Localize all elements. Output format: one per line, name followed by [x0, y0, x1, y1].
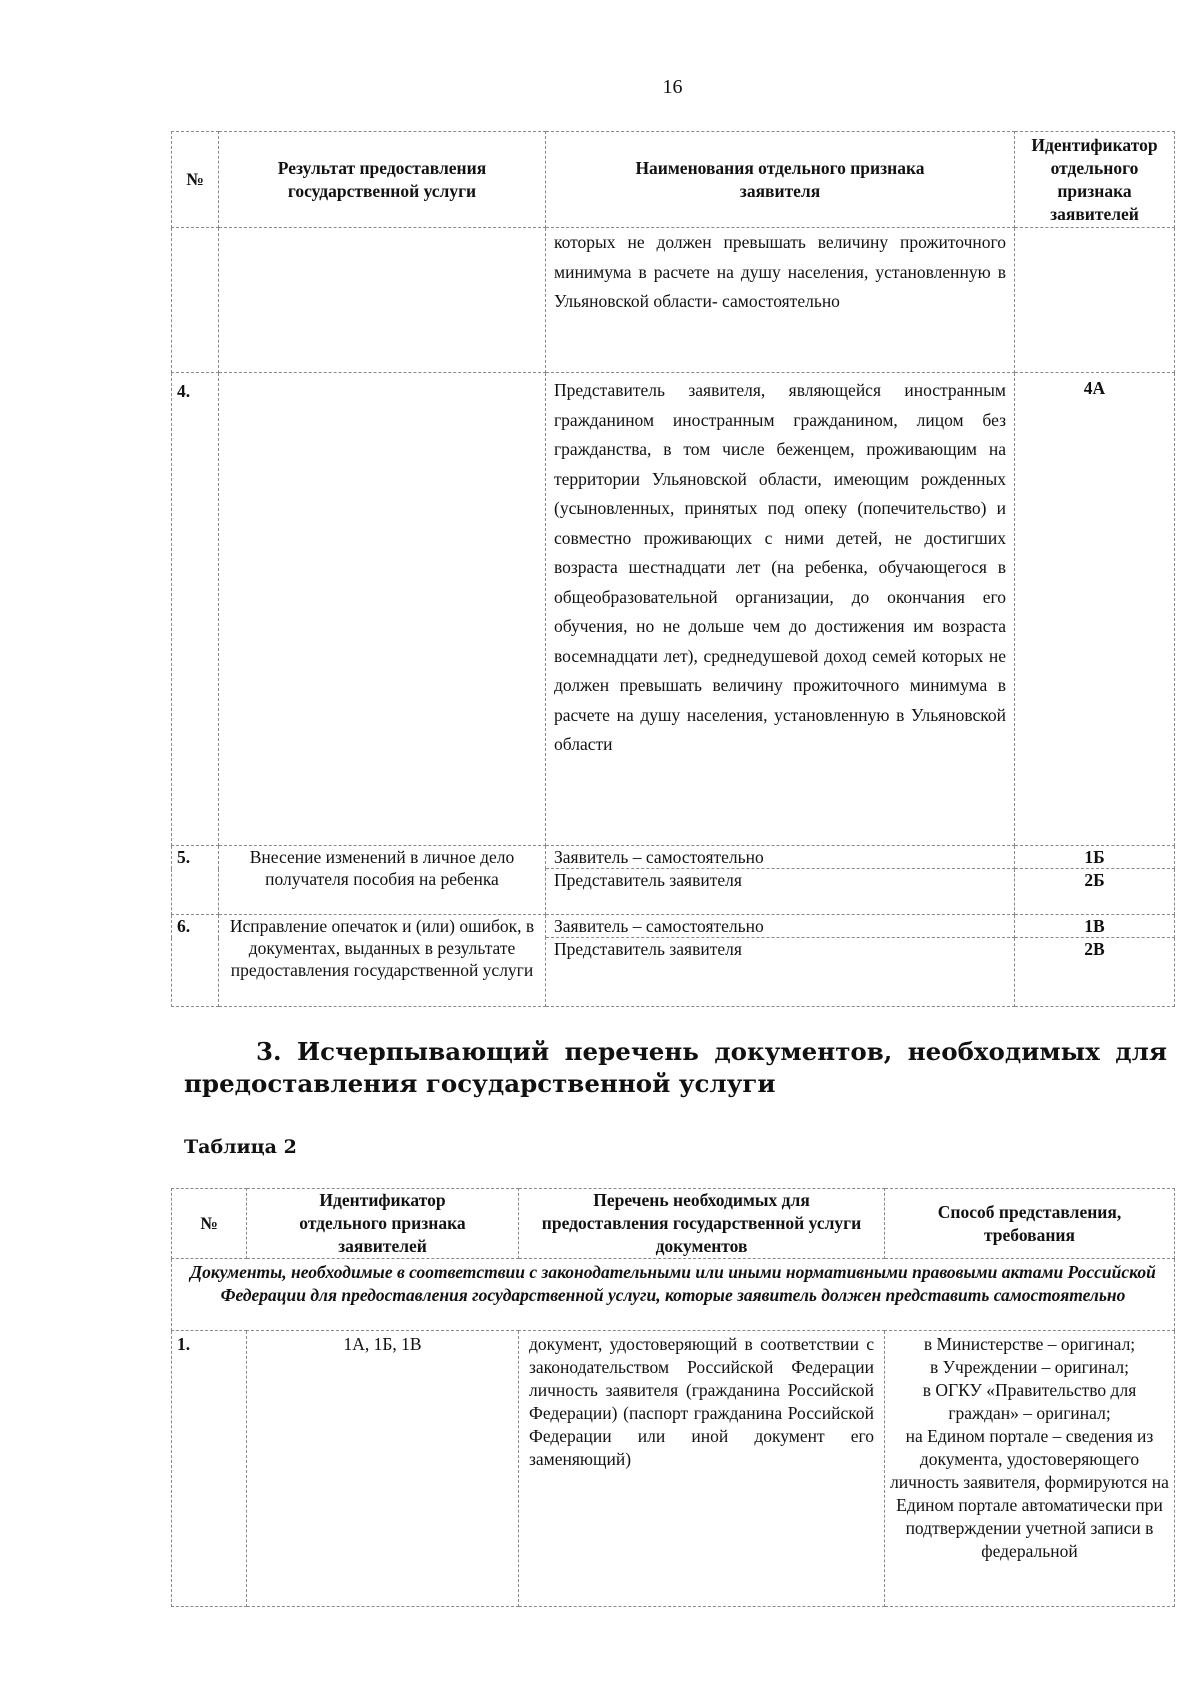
feature-identifier: 1Б [1015, 846, 1175, 869]
section-heading-line-2: предоставления государственной услуги [184, 1069, 776, 1098]
header-documents: Перечень необходимых для предоставления государственной услуги документов [519, 1189, 885, 1259]
result-text: Внесение изменений в личное дело получателя пособия на ребенка [219, 846, 546, 915]
feature-identifier: 2Б [1015, 869, 1175, 915]
header-method: Способ представления, требования [885, 1189, 1175, 1259]
table-row [172, 846, 1175, 869]
feature-name: Заявитель – самостоятельно [546, 846, 1015, 869]
page-number: 16 [662, 76, 683, 98]
row-number: 1. [172, 1331, 247, 1607]
header-num: № [172, 132, 219, 228]
documents-note: Документы, необходимые в соответствии с законодательными или иными нормативными правовыми актами Российской Федерации для предоставления государственной услуги, которые заявитель должен представить самостоятельно [172, 1259, 1175, 1331]
table-header-row [172, 1189, 1175, 1259]
table-row [172, 228, 1175, 373]
feature-identifiers: 1А, 1Б, 1В [247, 1331, 519, 1607]
documents-table [171, 1188, 1175, 1607]
feature-name: Представитель заявителя [546, 869, 1015, 915]
method-line: в Учреждении – оригинал; [930, 1357, 1129, 1377]
feature-name: Представитель заявителя [546, 938, 1015, 1007]
table-header-row [172, 132, 1175, 228]
row-number: 4. [172, 373, 219, 846]
header-identifier: Идентификатор отдельного признака заявителей [247, 1189, 519, 1259]
method-line: в Министерстве – оригинал; [923, 1334, 1136, 1354]
row-number: 6. [172, 915, 219, 1007]
section-heading-line-1: 3. Исчерпывающий перечень документов, необходимых для [256, 1037, 1167, 1066]
submission-method [885, 1331, 1175, 1607]
feature-identifier: 2В [1015, 938, 1175, 1007]
document-description: документ, удостоверяющий в соответствии с законодательством Российской Федерации личность заявителя (гражданина Российской Федерации) (паспорт гражданина Российской Федерации или иной документ его заменяющий) [519, 1331, 885, 1607]
result-text: Исправление опечаток и (или) ошибок, в документах, выданных в результате предоставления государственной услуги [219, 915, 546, 1007]
table-row [172, 1331, 1175, 1607]
applicant-features-table [171, 131, 1175, 1007]
continuation-text: которых не должен превышать величину прожиточного минимума в расчете на душу населения, установленную в Ульяновской области- самостоятельно [546, 228, 1015, 373]
feature-identifier: 1В [1015, 915, 1175, 938]
header-result: Результат предоставления государственной услуги [219, 132, 546, 228]
header-feature-name: Наименования отдельного признака заявителя [546, 132, 1015, 228]
row-number: 5. [172, 846, 219, 915]
section-heading [184, 1036, 1167, 1100]
table-row [172, 1259, 1175, 1331]
header-identifier: Идентификатор отдельного признака заявителей [1015, 132, 1175, 228]
table-row [172, 915, 1175, 938]
method-line: на Едином портале – сведения из документа, удостоверяющего личность заявителя, формируются на Едином портале автоматически при подтверждении учетной записи в федеральной [890, 1426, 1169, 1561]
method-line: в ОГКУ «Правительство для граждан» – оригинал; [922, 1380, 1137, 1423]
feature-identifier: 4А [1015, 373, 1175, 846]
table-caption: Таблица 2 [184, 1136, 297, 1158]
table-row [172, 373, 1175, 846]
feature-name: Представитель заявителя, являющейся иностранным гражданином иностранным гражданином, лицом без гражданства, в том числе беженцем, проживающим на территории Ульяновской области, имеющим рожденных (усыновленных, принятых под опеку (попечительство) и совместно проживающих с ними детей, не достигших возраста шестнадцати лет (на ребенка, обучающегося в общеобразовательной организации, до окончания его обучения, но не дольше чем до достижения им возраста восемнадцати лет), среднедушевой доход семей которых не должен превышать величину прожиточного минимума в расчете на душу населения, установленную в Ульяновской области [546, 373, 1015, 846]
feature-name: Заявитель – самостоятельно [546, 915, 1015, 938]
header-num: № [172, 1189, 247, 1259]
